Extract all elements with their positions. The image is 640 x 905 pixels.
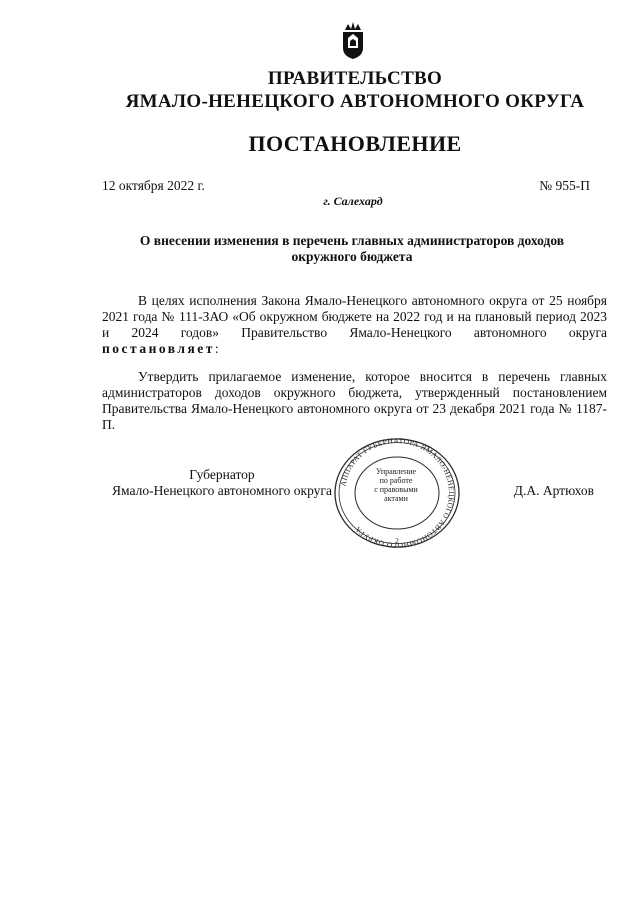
preamble-paragraph	[102, 293, 607, 357]
signatory-title-line2: Ямало-Ненецкого автономного округа	[112, 483, 332, 498]
stamp-inner-line2: по работе	[379, 476, 413, 485]
decree-word: постановляет	[102, 341, 215, 356]
document-subject: О внесении изменения в перечень главных администраторов доходов окружного бюджета	[139, 233, 565, 264]
preamble-end: :	[214, 341, 219, 356]
resolution-paragraph: Утвердить прилагаемое изменение, которое вносится в перечень главных администраторов доходов окружного бюджета, утвержденный постановлением Правительства Ямало-Ненецкого автономного округа от 23 декабря 2021 года № 1187-П.	[102, 369, 607, 432]
stamp-inner-line3: с правовыми	[374, 485, 418, 494]
stamp-inner-line4: актами	[384, 494, 408, 503]
official-stamp	[332, 437, 462, 549]
stamp-inner-text	[358, 467, 434, 503]
stamp-ring-text: АППАРАТ ГУБЕРНАТОРА ЯМАЛО-НЕНЕЦКОГО АВТОНОМНОГО ОКРУГА	[338, 437, 457, 549]
government-name-line1: ПРАВИТЕЛЬСТВО	[267, 68, 443, 89]
preamble-text: В целях исполнения Закона Ямало-Ненецкого автономного округа от 25 ноября 2021 года № 111-ЗАО «Об окружном бюджете на 2022 год и на плановый период 2023 и 2024 годов» Правительство Ямало-Ненецкого автономного округа	[102, 293, 607, 340]
document-type-title: ПОСТАНОВЛЕНИЕ	[248, 131, 462, 156]
stamp-inner-line1: Управление	[375, 467, 417, 476]
signatory-title-line1: Губернатор	[189, 467, 255, 482]
document-number: № 955-П	[539, 178, 590, 193]
signatory-name: Д.А. Артюхов	[513, 483, 594, 498]
coat-of-arms-icon	[339, 20, 367, 60]
stamp-number: 2	[395, 537, 399, 545]
government-name-line2: ЯМАЛО-НЕНЕЦКОГО АВТОНОМНОГО ОКРУГА	[125, 91, 585, 112]
signatory-title	[102, 467, 342, 499]
document-city: г. Салехард	[323, 194, 383, 208]
document-date: 12 октября 2022 г.	[102, 178, 205, 193]
